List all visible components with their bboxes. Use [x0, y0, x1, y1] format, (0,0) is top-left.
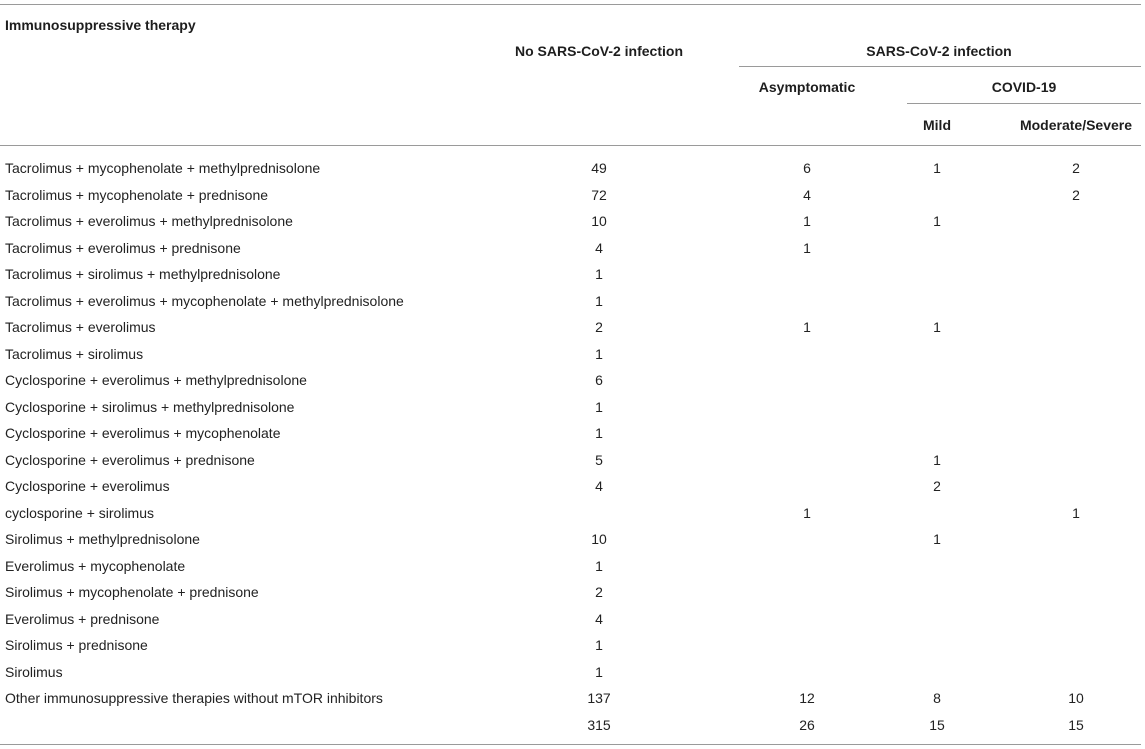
no-infection-cell: 4 [595, 478, 603, 494]
header-covid19: COVID-19 [991, 79, 1057, 95]
table-row [0, 424, 1145, 450]
table-row [0, 451, 1145, 477]
moderate-severe-cell: 1 [1072, 504, 1080, 521]
therapy-cell: Other immunosuppressive therapies without mTOR inhibitors [5, 690, 383, 706]
table-bottom-rule [0, 744, 1141, 745]
therapy-cell: Tacrolimus + mycophenolate + methylprednisolone [5, 160, 321, 176]
no-infection-cell: 1 [595, 637, 603, 653]
no-infection-cell: 5 [595, 451, 603, 468]
table-row [0, 504, 1145, 530]
table-row [0, 371, 1145, 397]
moderate-severe-cell: 10 [1068, 690, 1084, 706]
mild-cell: 1 [933, 451, 941, 468]
therapy-cell: Sirolimus + methylprednisolone [5, 531, 200, 547]
no-infection-cell: 1 [595, 425, 603, 441]
table-row [0, 239, 1145, 265]
mild-cell: 1 [933, 319, 941, 335]
moderate-severe-total: 15 [1068, 716, 1084, 733]
asymptomatic-cell: 4 [803, 186, 811, 203]
mild-cell: 1 [933, 531, 941, 547]
no-infection-cell: 137 [587, 690, 611, 706]
therapy-cell: Sirolimus + prednisone [5, 637, 148, 653]
therapy-cell: Tacrolimus + everolimus [5, 319, 156, 335]
no-infection-cell: 2 [595, 319, 603, 335]
moderate-severe-cell: 2 [1072, 160, 1080, 176]
table-row [0, 530, 1145, 556]
asymptomatic-cell: 12 [799, 690, 815, 706]
table-row [0, 345, 1145, 371]
therapy-cell: Tacrolimus + everolimus + mycophenolate + methylprednisolone [5, 292, 404, 309]
asymptomatic-cell: 1 [803, 504, 811, 521]
therapy-cell: Tacrolimus + mycophenolate + prednisone [5, 186, 269, 203]
no-infection-cell: 1 [595, 266, 603, 282]
header-therapy: Immunosuppressive therapy [5, 17, 196, 33]
no-infection-cell: 49 [591, 160, 607, 176]
table-row [0, 398, 1145, 424]
no-infection-cell: 1 [595, 557, 603, 574]
header-no-infection: No SARS-CoV-2 infection [514, 43, 684, 59]
no-infection-cell: 4 [595, 610, 603, 627]
no-infection-cell: 6 [595, 372, 603, 388]
mild-cell: 1 [933, 213, 941, 229]
asymptomatic-cell: 1 [803, 239, 811, 256]
table-row-total [0, 716, 1145, 742]
mild-cell: 8 [933, 690, 941, 706]
therapy-cell: Sirolimus [5, 663, 63, 680]
no-infection-cell: 1 [595, 292, 603, 309]
therapy-cell: Tacrolimus + sirolimus [5, 345, 144, 362]
table-row [0, 159, 1145, 185]
no-infection-cell: 10 [591, 213, 607, 229]
no-infection-total: 315 [587, 716, 611, 733]
therapy-cell: Everolimus + prednisone [5, 610, 160, 627]
therapy-cell: Sirolimus + mycophenolate + prednisone [5, 584, 259, 600]
no-infection-cell: 2 [595, 584, 603, 600]
therapy-cell: Tacrolimus + sirolimus + methylprednisolone [5, 266, 281, 282]
table-row [0, 610, 1145, 636]
therapy-cell: Cyclosporine + everolimus + mycophenolate [5, 425, 281, 441]
therapy-cell: Cyclosporine + sirolimus + methylprednisolone [5, 398, 295, 415]
therapy-cell: Everolimus + mycophenolate [5, 557, 186, 574]
no-infection-cell: 4 [595, 239, 603, 256]
header-covid19-rule [907, 103, 1141, 104]
header-mild: Mild [923, 117, 951, 133]
no-infection-cell: 72 [591, 186, 607, 203]
therapy-cell: Tacrolimus + everolimus + methylprednisolone [5, 213, 293, 229]
no-infection-cell: 10 [591, 531, 607, 547]
mild-total: 15 [929, 716, 945, 733]
header-infection: SARS-CoV-2 infection [866, 43, 1012, 59]
therapy-cell: Tacrolimus + everolimus + prednisone [5, 239, 241, 256]
header-infection-rule [739, 66, 1141, 67]
no-infection-cell: 1 [595, 345, 603, 362]
asymptomatic-total: 26 [799, 716, 815, 733]
header-bottom-rule [0, 145, 1141, 146]
asymptomatic-cell: 1 [803, 213, 811, 229]
table-row [0, 318, 1145, 344]
table-row [0, 689, 1145, 715]
table-row [0, 265, 1145, 291]
mild-cell: 1 [933, 160, 941, 176]
therapy-cell: cyclosporine + sirolimus [5, 504, 154, 521]
table-row [0, 636, 1145, 662]
table-row [0, 477, 1145, 503]
table-top-rule [0, 4, 1141, 5]
header-asymptomatic: Asymptomatic [758, 79, 856, 95]
asymptomatic-cell: 1 [803, 319, 811, 335]
asymptomatic-cell: 6 [803, 160, 811, 176]
table-row [0, 292, 1145, 318]
therapy-cell: Cyclosporine + everolimus [5, 478, 170, 494]
table-row [0, 212, 1145, 238]
table-row [0, 663, 1145, 689]
moderate-severe-cell: 2 [1072, 186, 1080, 203]
table-row [0, 583, 1145, 609]
therapy-cell: Cyclosporine + everolimus + methylprednisolone [5, 372, 307, 388]
no-infection-cell: 1 [595, 663, 603, 680]
therapy-cell: Cyclosporine + everolimus + prednisone [5, 451, 255, 468]
no-infection-cell: 1 [595, 398, 603, 415]
table-row [0, 557, 1145, 583]
mild-cell: 2 [933, 478, 941, 494]
header-moderate-severe: Moderate/Severe [1019, 117, 1133, 133]
table-row [0, 186, 1145, 212]
